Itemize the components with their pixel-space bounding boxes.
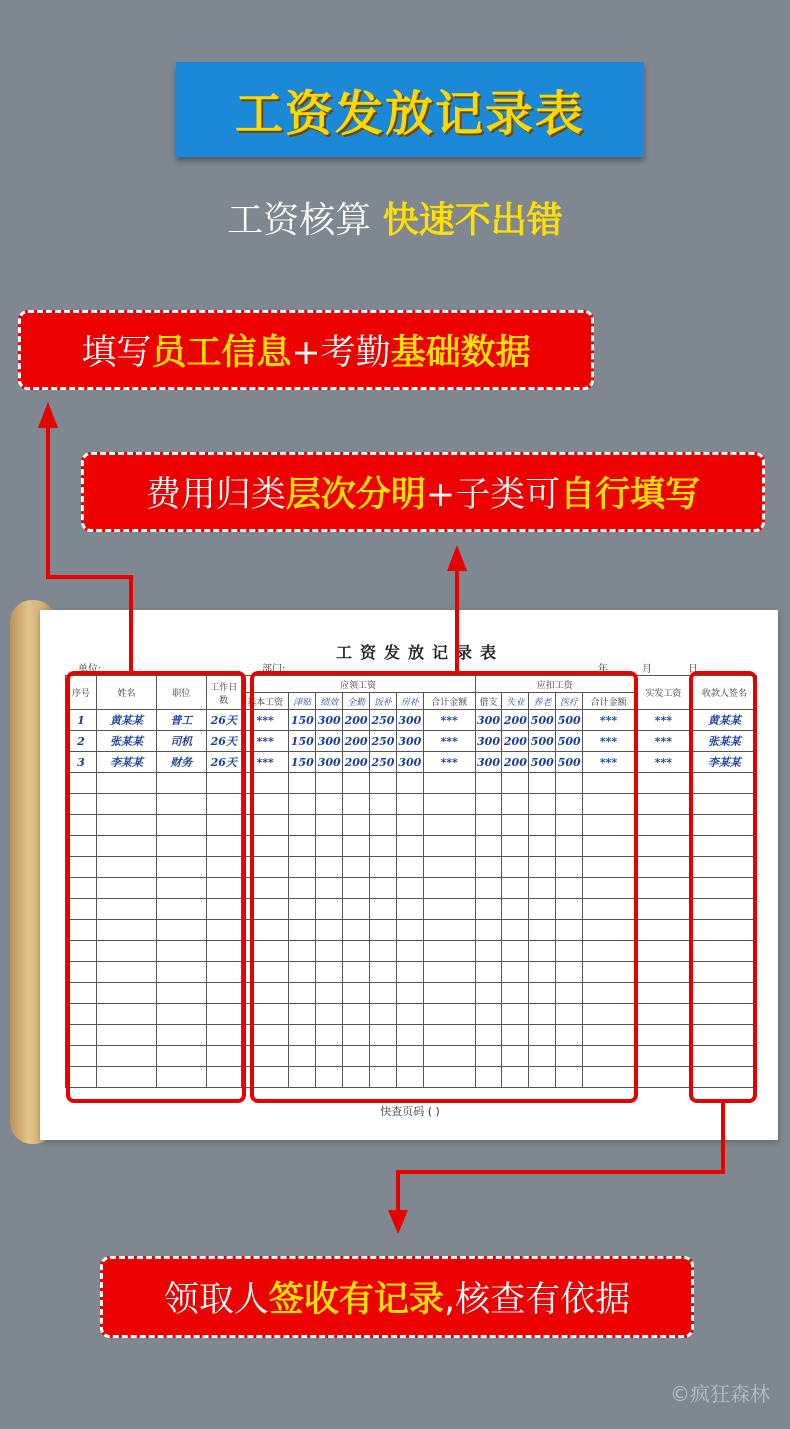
callout-text: ,核查有依据 [443, 1280, 631, 1320]
callout-text: 领取人 [163, 1280, 269, 1320]
header-payable: 应领工资 [241, 676, 475, 693]
header-name: 姓名 [97, 676, 157, 710]
year-label: 年 [598, 664, 608, 675]
cell-net: *** [634, 731, 692, 752]
month-label: 月 [642, 664, 652, 675]
cell-subsidy: 150 [289, 731, 316, 752]
arrow-line-employee [48, 415, 131, 672]
header-attendance: 全勤 [343, 693, 370, 710]
header-position: 职位 [157, 676, 207, 710]
header-net: 实发工资 [634, 676, 692, 710]
cell-meal: 250 [370, 752, 397, 773]
cell-house: 300 [396, 752, 423, 773]
header-deduct: 应扣工资 [475, 676, 634, 693]
header-subsidy: 津贴 [289, 693, 316, 710]
header-sign: 收款人签名 [692, 676, 756, 710]
cell-name: 李某某 [97, 752, 157, 773]
cell-subsidy: 150 [289, 752, 316, 773]
cell-pen: 500 [529, 731, 556, 752]
cell-seq: 2 [66, 731, 97, 752]
header-total-deduct: 合计金额 [583, 693, 635, 710]
header-workdays: 工作日数 [206, 676, 241, 710]
cell-meal: 250 [370, 710, 397, 731]
callout-highlight: 员工信息 [151, 333, 292, 373]
cell-position: 财务 [157, 752, 207, 773]
cell-house: 300 [396, 731, 423, 752]
subtitle-prefix: 工资核算 [227, 200, 383, 241]
cell-med: 500 [556, 752, 583, 773]
header-housing: 房补 [396, 693, 423, 710]
cell-position: 普工 [157, 710, 207, 731]
cell-name: 黄某某 [97, 710, 157, 731]
cell-basic: *** [241, 752, 289, 773]
header-medical: 医疗 [556, 693, 583, 710]
header-pension: 养老 [529, 693, 556, 710]
cell-days: 26天 [206, 710, 241, 731]
arrowhead-expenses [447, 545, 467, 571]
cell-house: 300 [396, 710, 423, 731]
cell-seq: 3 [66, 752, 97, 773]
callout-text: +子类可 [425, 475, 561, 515]
header-performance: 绩效 [316, 693, 343, 710]
cell-net: *** [634, 752, 692, 773]
header-loan: 借支 [475, 693, 502, 710]
cell-perf: 300 [316, 710, 343, 731]
watermark: ©疯狂森林 [670, 1382, 770, 1406]
unit-label: 单位: [78, 664, 102, 675]
cell-sign: 张某某 [692, 731, 756, 752]
cell-loan: 300 [475, 710, 502, 731]
cell-days: 26天 [206, 752, 241, 773]
cell-name: 张某某 [97, 731, 157, 752]
cell-subsidy: 150 [289, 710, 316, 731]
callout-text: 费用归类 [145, 475, 286, 515]
cell-meal: 250 [370, 731, 397, 752]
header-seq: 序号 [66, 676, 97, 710]
cell-perf: 300 [316, 731, 343, 752]
cell-att: 200 [343, 752, 370, 773]
subtitle-highlight: 快速不出错 [382, 200, 563, 241]
cell-net: *** [634, 710, 692, 731]
callout-highlight: 层次分明 [285, 475, 426, 515]
callout-highlight: 基础数据 [390, 333, 531, 373]
cell-med: 500 [556, 731, 583, 752]
arrowhead-signature [388, 1210, 408, 1234]
cell-att: 200 [343, 710, 370, 731]
cell-total2: *** [583, 710, 635, 731]
callout-signature [100, 1256, 694, 1338]
cell-med: 500 [556, 710, 583, 731]
cell-loan: 300 [475, 752, 502, 773]
day-label: 日 [688, 664, 698, 675]
cell-total1: *** [423, 752, 475, 773]
page-number-note: 快查页码 ( ) [380, 1105, 440, 1118]
header-total-payable: 合计金额 [423, 693, 475, 710]
cell-ins: 200 [502, 752, 529, 773]
cell-position: 司机 [157, 731, 207, 752]
cell-pen: 500 [529, 710, 556, 731]
cell-ins: 200 [502, 710, 529, 731]
cell-sign: 黄某某 [692, 710, 756, 731]
form-title: 工资发放记录表 [335, 643, 504, 662]
arrow-line-signature [398, 1103, 723, 1220]
cell-basic: *** [241, 710, 289, 731]
cell-pen: 500 [529, 752, 556, 773]
header-meal: 饭补 [370, 693, 397, 710]
dept-label: 部门: [262, 664, 286, 675]
cell-total1: *** [423, 710, 475, 731]
cell-sign: 李某某 [692, 752, 756, 773]
cell-seq: 1 [66, 710, 97, 731]
header-basic: 基本工资 [241, 693, 289, 710]
cell-loan: 300 [475, 731, 502, 752]
cell-basic: *** [241, 731, 289, 752]
header-insurance: 失业 [502, 693, 529, 710]
cell-ins: 200 [502, 731, 529, 752]
callout-highlight: 自行填写 [560, 475, 701, 515]
cell-total1: *** [423, 731, 475, 752]
cell-total2: *** [583, 731, 635, 752]
cell-perf: 300 [316, 752, 343, 773]
cell-att: 200 [343, 731, 370, 752]
arrowhead-employee [38, 402, 58, 428]
banner-title: 工资发放记录表 [234, 86, 585, 142]
callout-text: 填写 [81, 333, 152, 373]
cell-total2: *** [583, 752, 635, 773]
cell-days: 26天 [206, 731, 241, 752]
callout-text: +考勤 [291, 333, 391, 373]
callout-highlight: 签收有记录 [268, 1280, 444, 1320]
